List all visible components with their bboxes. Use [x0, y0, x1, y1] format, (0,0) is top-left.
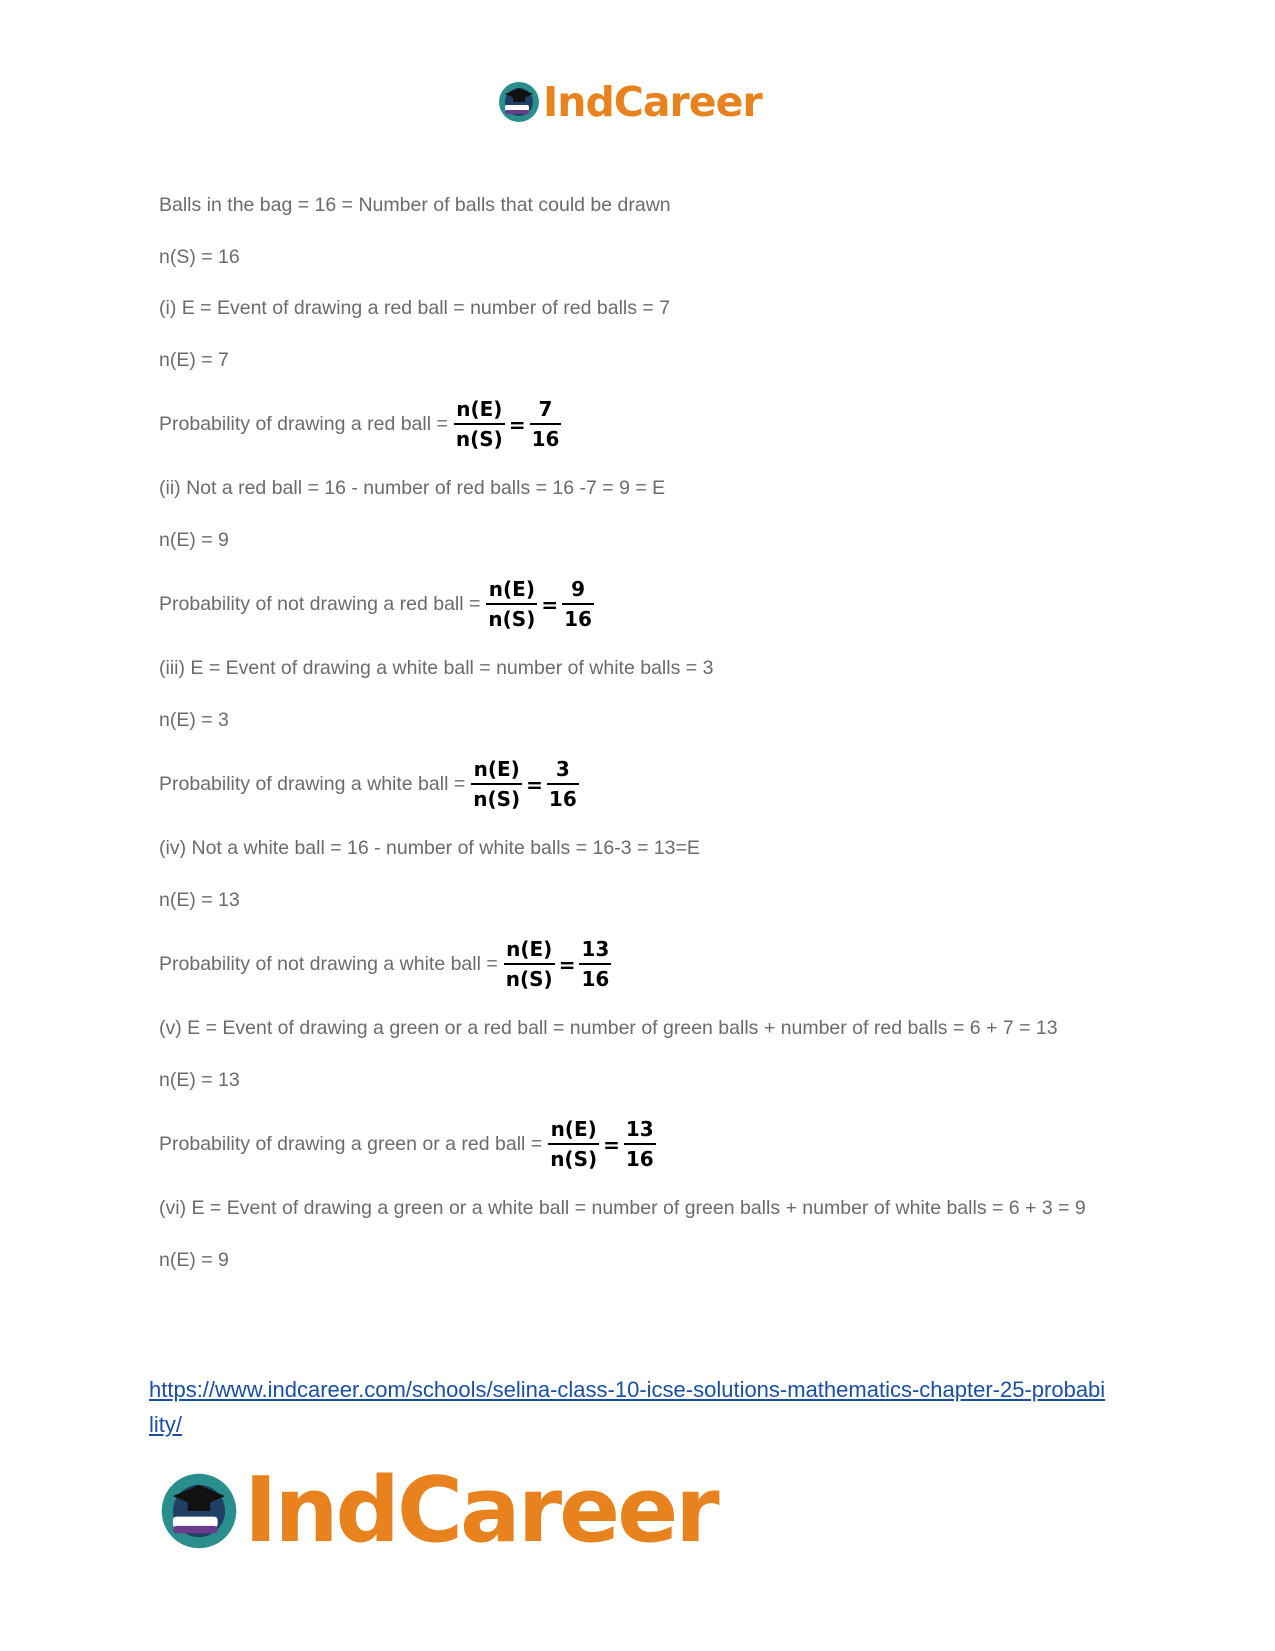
logo-text: IndCareer [244, 1458, 717, 1563]
numerator: n(E) [456, 397, 503, 421]
text-line: (i) E = Event of drawing a red ball = number of red balls = 7 [159, 297, 671, 320]
footer-logo [158, 1458, 717, 1563]
text-line: n(E) = 9 [159, 528, 229, 551]
probability-label: Probability of not drawing a red ball = [159, 593, 481, 615]
numerator: 9 [571, 577, 585, 601]
text-line: (iv) Not a white ball = 16 - number of white balls = 16-3 = 13=E [159, 837, 700, 860]
equals-sign: = [508, 412, 526, 437]
denominator: 16 [530, 423, 562, 452]
probability-line [159, 746, 1159, 823]
numerator: n(E) [506, 937, 553, 961]
text-line: n(E) = 13 [159, 1068, 240, 1091]
denominator: 16 [579, 963, 611, 992]
probability-formula [548, 1117, 656, 1172]
solution-content [159, 180, 1159, 1286]
denominator: 16 [562, 603, 594, 632]
fraction [547, 757, 579, 812]
equals-sign: = [558, 952, 576, 977]
probability-line [159, 926, 1159, 1003]
numerator: n(E) [488, 577, 535, 601]
source-link[interactable]: https://www.indcareer.com/schools/selina-class-10-icse-solutions-mathematics-chapter-25-probability/ [149, 1377, 1106, 1437]
probability-label: Probability of drawing a red ball = [159, 413, 448, 435]
numerator: 7 [538, 397, 553, 421]
numerator: 3 [555, 757, 570, 781]
numerator: 13 [581, 937, 610, 961]
text-line: n(E) = 13 [159, 888, 240, 911]
fraction [486, 577, 537, 632]
probability-label: Probability of drawing a white ball = [159, 773, 466, 795]
denominator: 16 [624, 1143, 656, 1172]
denominator: n(S) [454, 423, 505, 452]
denominator: n(S) [504, 963, 555, 992]
text-line: n(E) = 9 [159, 1248, 229, 1271]
probability-line [159, 566, 1159, 643]
denominator: 16 [547, 783, 579, 812]
probability-line [159, 386, 1159, 463]
fraction [454, 397, 505, 452]
numerator: 13 [625, 1117, 654, 1141]
denominator: n(S) [486, 603, 537, 632]
denominator: n(S) [471, 783, 522, 812]
probability-label: Probability of drawing a green or a red ball = [159, 1133, 543, 1155]
text-line: (v) E = Event of drawing a green or a red ball = number of green balls + number of red balls = 6 + 7 = 13 [159, 1017, 1058, 1040]
text-line: n(E) = 7 [159, 348, 229, 371]
fraction [579, 937, 611, 992]
probability-formula [486, 577, 594, 632]
probability-formula [454, 397, 562, 452]
fraction [504, 937, 555, 992]
fraction [624, 1117, 656, 1172]
fraction [530, 397, 562, 452]
numerator: n(E) [550, 1117, 597, 1141]
probability-formula [471, 757, 579, 812]
probability-line [159, 1106, 1159, 1183]
equals-sign: = [603, 1132, 620, 1157]
fraction [562, 577, 594, 632]
equals-sign: = [526, 772, 543, 797]
equals-sign: = [541, 592, 559, 617]
fraction [548, 1117, 599, 1172]
header-logo [497, 78, 762, 126]
text-line: (iii) E = Event of drawing a white ball = number of white balls = 3 [159, 657, 714, 680]
probability-formula [504, 937, 612, 992]
numerator: n(E) [473, 757, 520, 781]
graduation-cap-book-icon [158, 1470, 240, 1552]
text-line: (vi) E = Event of drawing a green or a white ball = number of green balls + number of white balls = 6 + 3 = 9 [159, 1197, 1086, 1220]
text-line: (ii) Not a red ball = 16 - number of red balls = 16 -7 = 9 = E [159, 477, 666, 500]
text-line: Balls in the bag = 16 = Number of balls that could be drawn [159, 194, 671, 217]
fraction [471, 757, 522, 812]
text-line: n(E) = 3 [159, 708, 229, 731]
text-line: n(S) = 16 [159, 245, 240, 268]
logo-text: IndCareer [543, 78, 762, 126]
probability-label: Probability of not drawing a white ball = [159, 953, 498, 975]
denominator: n(S) [548, 1143, 599, 1172]
graduation-cap-book-icon [497, 80, 541, 124]
